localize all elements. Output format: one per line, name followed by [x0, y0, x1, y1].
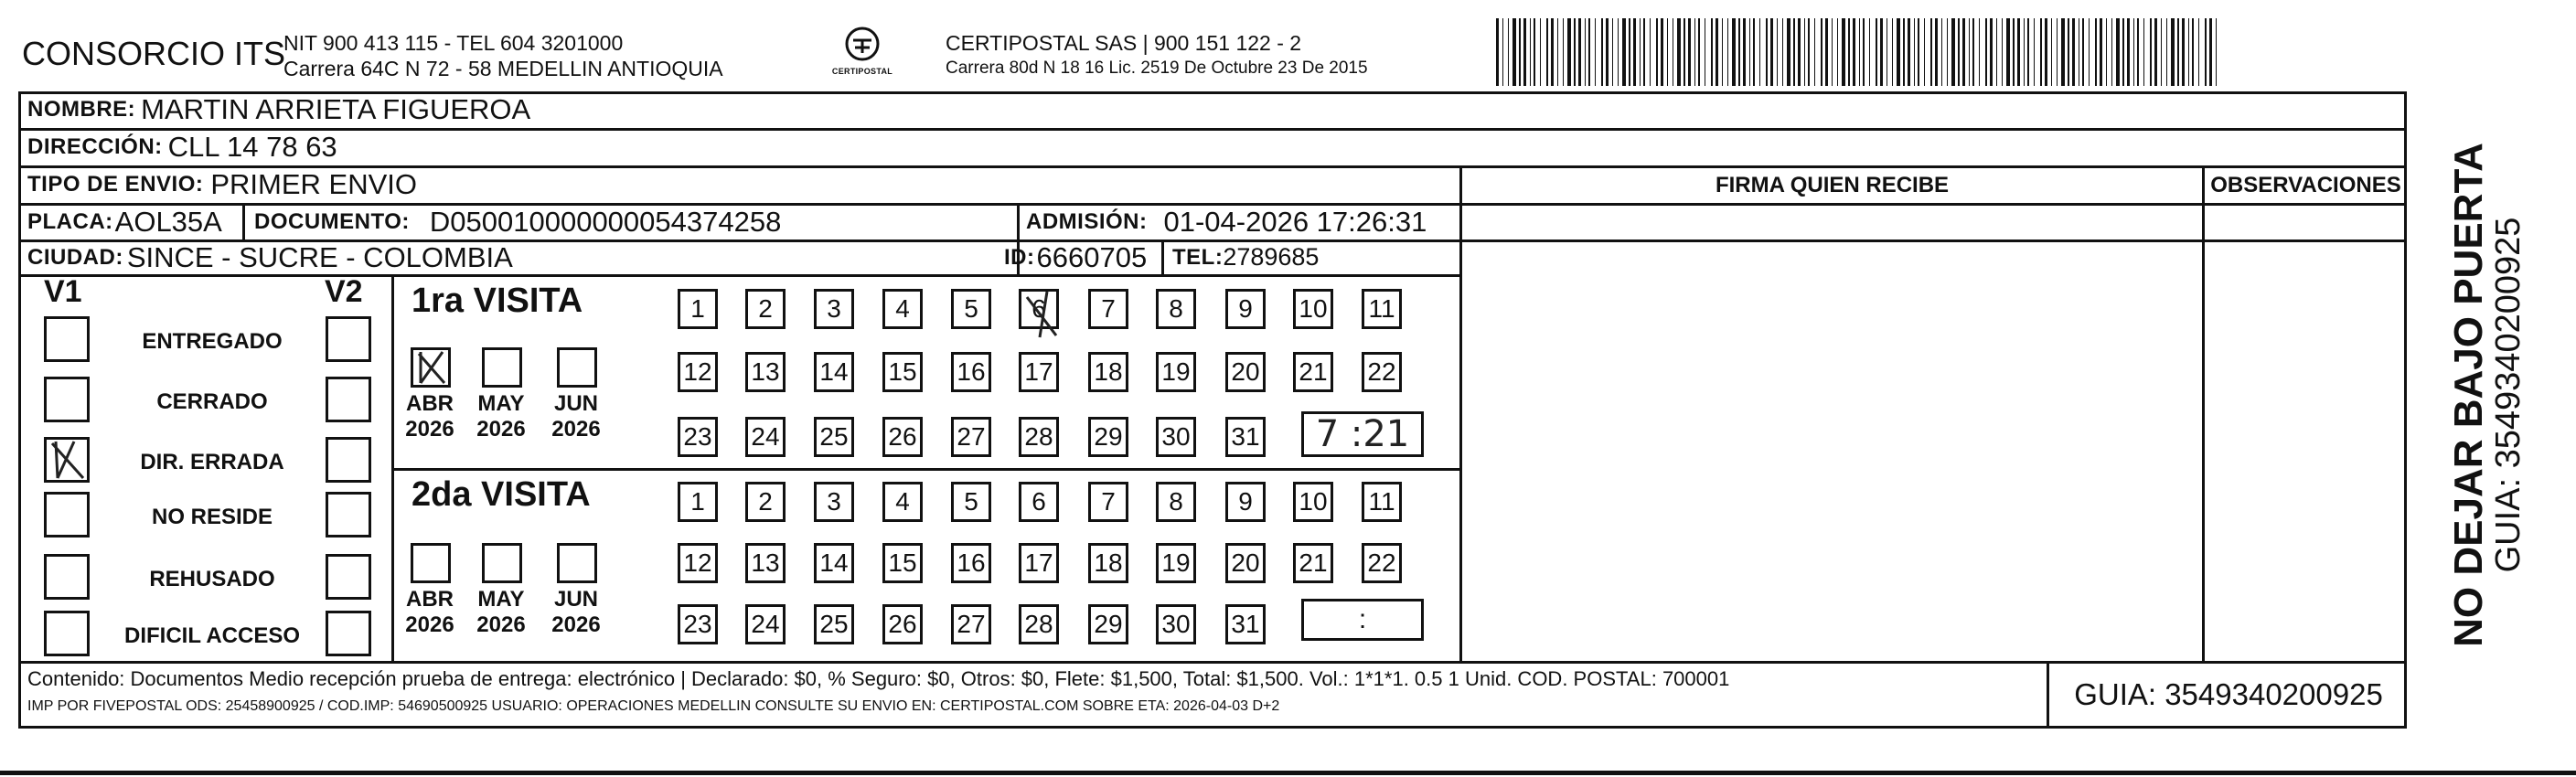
- month-checkbox[interactable]: [557, 347, 597, 388]
- day-box[interactable]: [1019, 417, 1059, 457]
- day-box[interactable]: [1293, 352, 1333, 392]
- day-box[interactable]: [1225, 417, 1266, 457]
- id-label: ID:: [1004, 244, 1035, 270]
- day-number: 3: [827, 294, 841, 323]
- v1-header: V1: [44, 274, 82, 309]
- month-name: ABR: [406, 587, 454, 612]
- day-box[interactable]: [951, 289, 991, 329]
- day-number: 21: [1299, 357, 1328, 386]
- day-number: 23: [683, 610, 712, 638]
- day-number: 15: [888, 548, 917, 577]
- v1-checkbox[interactable]: [44, 437, 90, 483]
- contenido-text: Contenido: Documentos Medio recepción prueba de entrega: electrónico | Declarado: $0, % Seguro: $0, Otros: $0, Flete: $1,500, Total: $1,500. Vol.: 1*1*1. 0.5 1 Unid. COD. POSTAL: 700001: [27, 667, 1730, 690]
- day-box[interactable]: [1293, 543, 1333, 583]
- day-number: 23: [683, 422, 712, 451]
- day-box[interactable]: [678, 417, 718, 457]
- day-number: 28: [1024, 422, 1053, 451]
- time-value: 7 :21: [1315, 413, 1410, 455]
- tipo-envio-label: TIPO DE ENVIO:: [27, 172, 204, 197]
- day-box[interactable]: [745, 352, 786, 392]
- day-number: 25: [819, 422, 849, 451]
- firma-header: FIRMA QUIEN RECIBE: [1715, 173, 1950, 197]
- v1-checkbox[interactable]: [44, 316, 90, 362]
- day-number: 17: [1024, 357, 1053, 386]
- month-label: [544, 391, 608, 442]
- month-name: MAY: [477, 391, 525, 416]
- day-number: 20: [1231, 548, 1260, 577]
- v2-checkbox[interactable]: [326, 492, 371, 538]
- day-number: 15: [888, 357, 917, 386]
- tel-cell: [1172, 240, 1319, 274]
- admision-cell: [1026, 204, 1427, 239]
- day-box[interactable]: [1225, 604, 1266, 644]
- day-box[interactable]: [882, 482, 923, 522]
- day-number: 31: [1231, 610, 1260, 638]
- day-box[interactable]: [745, 417, 786, 457]
- status-option-label: REHUSADO: [149, 567, 275, 591]
- day-number: 30: [1161, 610, 1191, 638]
- imp-text: IMP POR FIVEPOSTAL ODS: 25458900925 / COD.IMP: 54690500925 USUARIO: OPERACIONES MEDELLIN CONSULTE SU ENVIO EN: CERTIPOSTAL.COM SOBRE ETA: 2026-04-03 D+2: [27, 698, 1280, 714]
- day-box[interactable]: [1088, 482, 1128, 522]
- observaciones-header: OBSERVACIONES: [2210, 173, 2401, 197]
- day-box[interactable]: [678, 289, 718, 329]
- day-box[interactable]: [745, 482, 786, 522]
- day-box[interactable]: [1293, 289, 1333, 329]
- day-box[interactable]: [1225, 352, 1266, 392]
- month-label: [398, 391, 462, 442]
- day-number: 9: [1238, 487, 1253, 516]
- tel-value: 2789685: [1223, 243, 1320, 271]
- day-number: 26: [888, 610, 917, 638]
- day-number: 29: [1094, 610, 1123, 638]
- day-box[interactable]: [1362, 482, 1402, 522]
- status-option-label: NO RESIDE: [151, 505, 273, 529]
- tipo-envio-row: [27, 166, 417, 203]
- day-box[interactable]: [951, 352, 991, 392]
- day-box[interactable]: [678, 543, 718, 583]
- status-option-label: ENTREGADO: [142, 329, 283, 354]
- documento-cell: [254, 204, 781, 239]
- v1-checkbox[interactable]: [44, 377, 90, 422]
- day-number: 22: [1367, 548, 1396, 577]
- status-option-label: CERRADO: [156, 389, 268, 414]
- barcode: [1496, 18, 2228, 86]
- documento-label: DOCUMENTO:: [254, 208, 410, 234]
- day-box[interactable]: [678, 352, 718, 392]
- visit-title: 1ra VISITA: [412, 282, 583, 320]
- day-box[interactable]: [814, 604, 854, 644]
- day-box[interactable]: [1088, 352, 1128, 392]
- side-guia: GUIA: 3549340200925: [2489, 217, 2528, 573]
- day-box[interactable]: [745, 289, 786, 329]
- direccion-label: DIRECCIÓN:: [27, 134, 163, 159]
- month-checkbox[interactable]: [482, 347, 522, 388]
- v2-checkbox[interactable]: [326, 437, 371, 483]
- day-box[interactable]: [1293, 482, 1333, 522]
- day-number: 19: [1161, 548, 1191, 577]
- time-field[interactable]: [1301, 411, 1424, 457]
- carrier-address: Carrera 80d N 18 16 Lic. 2519 De Octubre 23 De 2015: [946, 59, 1368, 78]
- day-box[interactable]: [1019, 482, 1059, 522]
- day-number: 12: [683, 548, 712, 577]
- month-label: [398, 587, 462, 638]
- month-name: JUN: [553, 587, 598, 612]
- day-number: 8: [1169, 294, 1183, 323]
- day-box[interactable]: [678, 482, 718, 522]
- day-box[interactable]: [1225, 482, 1266, 522]
- day-box[interactable]: [1156, 543, 1196, 583]
- day-number: 8: [1169, 487, 1183, 516]
- day-number: 12: [683, 357, 712, 386]
- tel-label: TEL:: [1172, 244, 1224, 270]
- month-checkbox[interactable]: [411, 543, 451, 583]
- ciudad-cell: [27, 240, 513, 274]
- day-number: 24: [751, 610, 780, 638]
- day-number: 9: [1238, 294, 1253, 323]
- day-number: 25: [819, 610, 849, 638]
- day-box[interactable]: [1362, 289, 1402, 329]
- day-number: 29: [1094, 422, 1123, 451]
- day-box[interactable]: [1156, 604, 1196, 644]
- day-box[interactable]: [951, 417, 991, 457]
- month-label: [544, 587, 608, 638]
- day-box[interactable]: [1156, 352, 1196, 392]
- day-number: 6: [1031, 294, 1046, 323]
- v1-checkbox[interactable]: [44, 492, 90, 538]
- direccion-value: CLL 14 78 63: [167, 131, 337, 163]
- day-number: 11: [1368, 487, 1395, 516]
- v2-checkbox[interactable]: [326, 554, 371, 600]
- visit-title: 2da VISITA: [412, 475, 591, 514]
- day-box[interactable]: [745, 604, 786, 644]
- day-number: 2: [758, 487, 773, 516]
- time-field[interactable]: [1301, 599, 1424, 641]
- day-number: 10: [1299, 294, 1328, 323]
- day-number: 14: [819, 357, 849, 386]
- certipostal-logo: [812, 26, 913, 82]
- day-number: 27: [957, 422, 986, 451]
- day-number: 17: [1024, 548, 1053, 577]
- day-box[interactable]: [1362, 543, 1402, 583]
- bottom-edge: [0, 771, 2576, 775]
- footer-guia: GUIA: 3549340200925: [2074, 677, 2383, 711]
- day-number: 18: [1094, 357, 1123, 386]
- day-number: 27: [957, 610, 986, 638]
- day-number: 5: [964, 294, 978, 323]
- day-number: 28: [1024, 610, 1053, 638]
- day-number: 13: [751, 548, 780, 577]
- month-checkbox[interactable]: [557, 543, 597, 583]
- day-number: 31: [1231, 422, 1260, 451]
- day-number: 20: [1231, 357, 1260, 386]
- day-number: 1: [690, 487, 705, 516]
- day-number: 13: [751, 357, 780, 386]
- status-option-label: DIR. ERRADA: [140, 450, 284, 474]
- day-box[interactable]: [882, 417, 923, 457]
- day-box[interactable]: [951, 604, 991, 644]
- day-box[interactable]: [814, 352, 854, 392]
- day-number: 1: [690, 294, 705, 323]
- day-number: 16: [957, 357, 986, 386]
- day-box[interactable]: [1156, 482, 1196, 522]
- day-number: 21: [1299, 548, 1328, 577]
- month-year: 2026: [476, 417, 526, 442]
- no-dejar-bajo-puerta: NO DEJAR BAJO PUERTA: [2446, 143, 2491, 647]
- day-number: 22: [1367, 357, 1396, 386]
- ciudad-label: CIUDAD:: [27, 244, 123, 270]
- direccion-row: [27, 129, 337, 165]
- logo-text: CERTIPOSTAL: [831, 67, 893, 76]
- documento-value: D050010000000054374258: [429, 205, 782, 238]
- day-box[interactable]: [882, 289, 923, 329]
- month-year: 2026: [551, 612, 601, 637]
- day-number: 11: [1368, 294, 1395, 323]
- month-checkbox[interactable]: [411, 347, 451, 388]
- day-number: 7: [1101, 294, 1116, 323]
- day-box[interactable]: [1088, 543, 1128, 583]
- day-number: 7: [1101, 487, 1116, 516]
- day-number: 18: [1094, 548, 1123, 577]
- month-name: MAY: [477, 587, 525, 612]
- company-nit: NIT 900 413 115 - TEL 604 3201000: [283, 31, 624, 55]
- day-box[interactable]: [882, 352, 923, 392]
- nombre-label: NOMBRE:: [27, 97, 136, 122]
- day-number: 3: [827, 487, 841, 516]
- day-box[interactable]: [1019, 352, 1059, 392]
- month-checkbox[interactable]: [482, 543, 522, 583]
- day-number: 26: [888, 422, 917, 451]
- company-address: Carrera 64C N 72 - 58 MEDELLIN ANTIOQUIA: [283, 57, 723, 80]
- month-name: JUN: [553, 391, 598, 416]
- v2-header: V2: [325, 274, 363, 309]
- nombre-value: MARTIN ARRIETA FIGUEROA: [141, 93, 531, 125]
- v2-checkbox[interactable]: [326, 611, 371, 656]
- day-number: 10: [1299, 487, 1328, 516]
- day-box[interactable]: [678, 604, 718, 644]
- day-box[interactable]: [1156, 417, 1196, 457]
- v1-checkbox[interactable]: [44, 611, 90, 656]
- day-number: 19: [1161, 357, 1191, 386]
- id-cell: [1004, 240, 1147, 274]
- day-box[interactable]: [882, 604, 923, 644]
- day-number: 14: [819, 548, 849, 577]
- day-box[interactable]: [1088, 417, 1128, 457]
- placa-label: PLACA:: [27, 208, 113, 234]
- day-number: 30: [1161, 422, 1191, 451]
- v1-checkbox[interactable]: [44, 554, 90, 600]
- month-name: ABR: [406, 391, 454, 416]
- day-number: 16: [957, 548, 986, 577]
- day-box[interactable]: [814, 289, 854, 329]
- day-box[interactable]: [951, 543, 991, 583]
- day-box[interactable]: [1019, 604, 1059, 644]
- day-box[interactable]: [1019, 289, 1059, 329]
- admision-label: ADMISIÓN:: [1026, 208, 1148, 234]
- day-number: 4: [895, 487, 910, 516]
- placa-value: AOL35A: [114, 205, 222, 238]
- time-value: :: [1358, 604, 1367, 634]
- day-box[interactable]: [814, 543, 854, 583]
- day-number: 24: [751, 422, 780, 451]
- id-value: 6660705: [1036, 240, 1148, 273]
- day-box[interactable]: [1019, 543, 1059, 583]
- month-year: 2026: [405, 417, 454, 442]
- carrier-name: CERTIPOSTAL SAS | 900 151 122 - 2: [946, 31, 1302, 55]
- day-number: 2: [758, 294, 773, 323]
- day-box[interactable]: [951, 482, 991, 522]
- month-label: [469, 587, 533, 638]
- day-box[interactable]: [1156, 289, 1196, 329]
- month-year: 2026: [551, 417, 601, 442]
- day-box[interactable]: [814, 482, 854, 522]
- day-box[interactable]: [1225, 543, 1266, 583]
- v2-checkbox[interactable]: [326, 377, 371, 422]
- day-box[interactable]: [745, 543, 786, 583]
- day-box[interactable]: [814, 417, 854, 457]
- ciudad-value: SINCE - SUCRE - COLOMBIA: [126, 240, 513, 273]
- day-number: 4: [895, 294, 910, 323]
- day-box[interactable]: [1088, 604, 1128, 644]
- admision-value: 01-04-2026 17:26:31: [1163, 205, 1427, 238]
- day-box[interactable]: [1088, 289, 1128, 329]
- month-year: 2026: [476, 612, 526, 637]
- day-box[interactable]: [1225, 289, 1266, 329]
- day-number: 5: [964, 487, 978, 516]
- month-label: [469, 391, 533, 442]
- day-box[interactable]: [882, 543, 923, 583]
- placa-cell: [27, 204, 222, 239]
- nombre-row: [27, 91, 530, 128]
- day-box[interactable]: [1362, 352, 1402, 392]
- status-option-label: DIFICIL ACCESO: [123, 623, 300, 648]
- v2-checkbox[interactable]: [326, 316, 371, 362]
- company-name: CONSORCIO ITS: [22, 35, 286, 72]
- tipo-envio-value: PRIMER ENVIO: [210, 168, 418, 200]
- month-year: 2026: [405, 612, 454, 637]
- day-number: 6: [1031, 487, 1046, 516]
